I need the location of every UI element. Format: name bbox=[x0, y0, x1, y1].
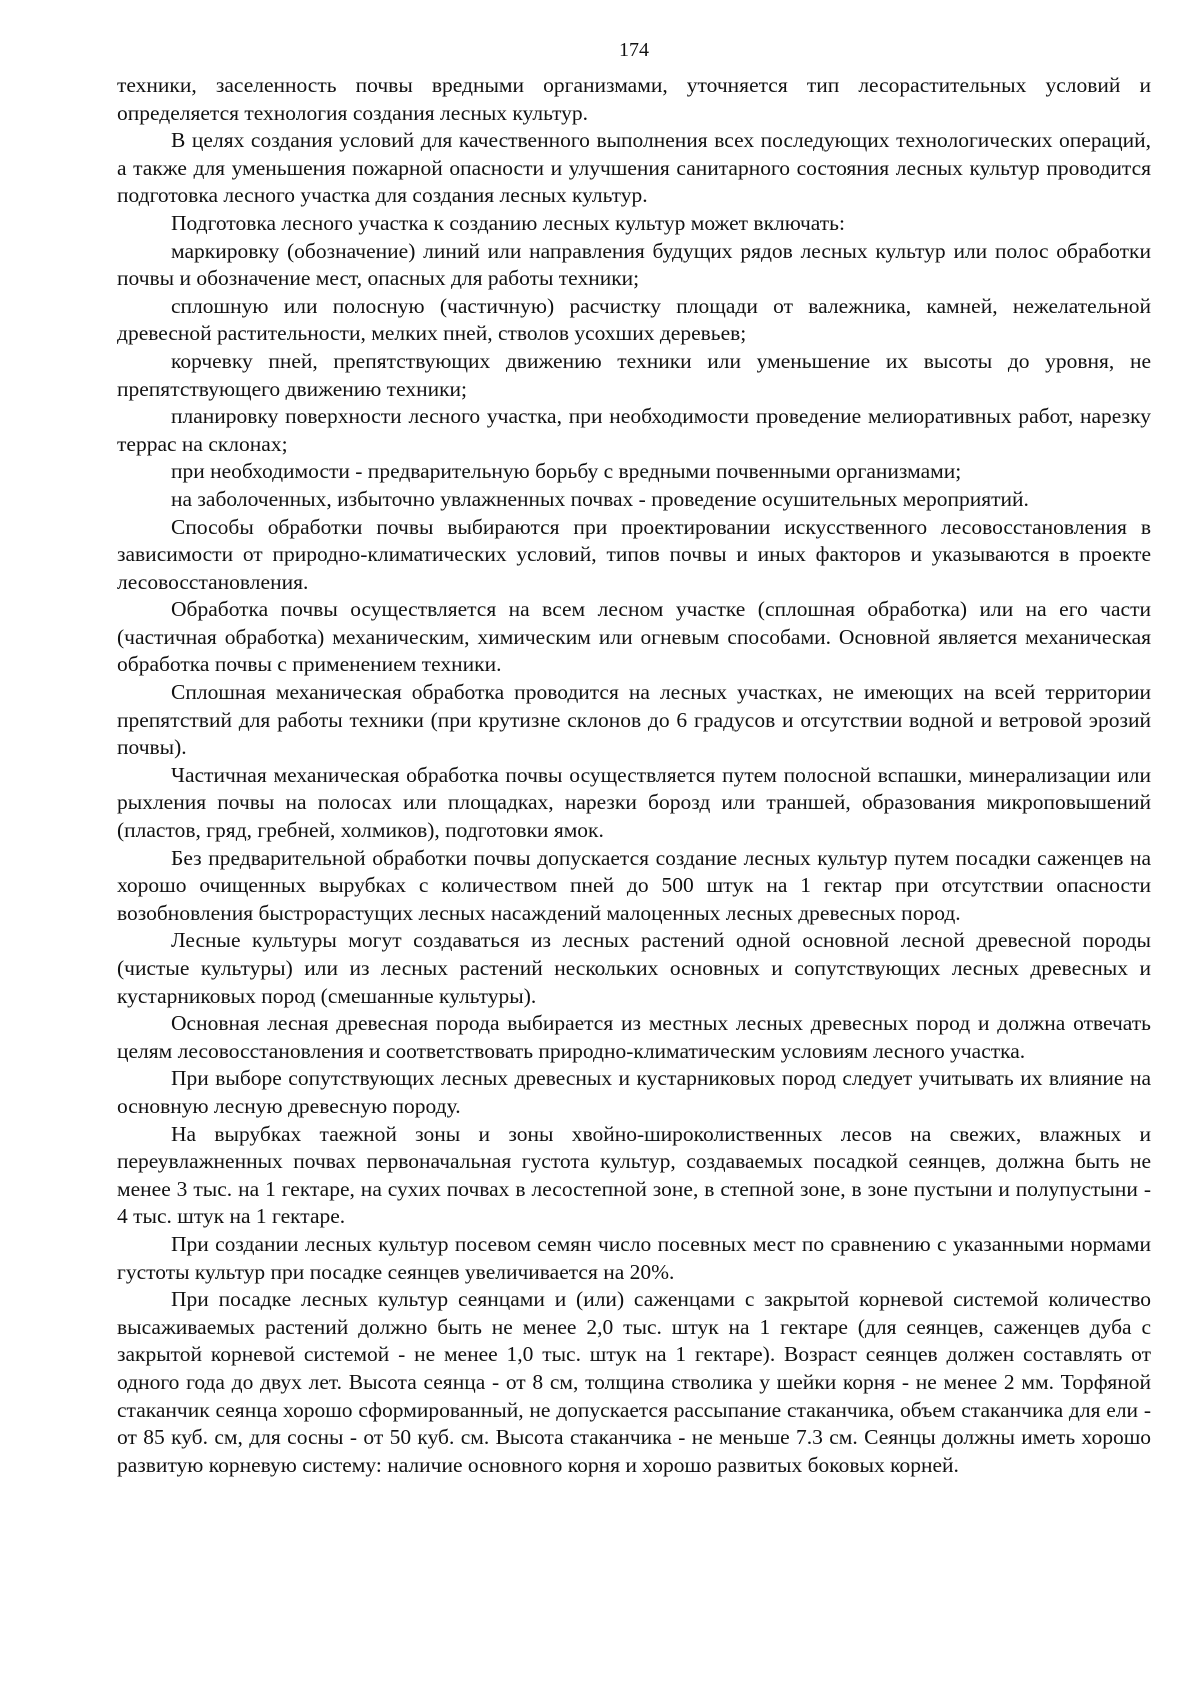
paragraph-preparation-list-intro: Подготовка лесного участка к созданию лесных культур может включать: bbox=[171, 210, 845, 235]
paragraph-soil-treatment-scope: Обработка почвы осуществляется на всем лесном участке (сплошная обработка) или на его части (частичная обработка) механическим, химическим или огневым способами. Основной является механическая обработка почвы с применением техники. bbox=[117, 597, 1151, 677]
list-item-marking: маркировку (обозначение) линий или направления будущих рядов лесных культур или полос обработки почвы и обозначение мест, опасных для работы техники; bbox=[117, 238, 1151, 291]
paragraph-culture-types: Лесные культуры могут создаваться из лесных растений одной основной лесной древесной породы (чистые культуры) или из лесных растений нескольких основных и сопутствующих лесных древесных и кустарниковых пород (смешанные культуры). bbox=[117, 928, 1151, 1008]
list-item-stump-removal: корчевку пней, препятствующих движению техники или уменьшение их высоты до уровня, не препятствующего движению техники; bbox=[117, 348, 1151, 401]
paragraph-planting-density: На вырубках таежной зоны и зоны хвойно-широколиственных лесов на свежих, влажных и переувлажненных почвах первоначальная густота культур, создаваемых посадкой сеянцев, должна быть не менее 3 тыс. на 1 гектаре, на сухих почвах в лесостепной зоне, в степной зоне, в зоне пустыни и полупустыни - 4 тыс. штук на 1 гектаре. bbox=[117, 1121, 1151, 1229]
list-item-drainage: на заболоченных, избыточно увлажненных почвах - проведение осушительных мероприятий. bbox=[171, 486, 1029, 511]
paragraph-main-species: Основная лесная древесная порода выбирается из местных лесных древесных пород и должна отвечать целям лесовосстановления и соответствовать природно-климатическим условиям лесного участка. bbox=[117, 1011, 1151, 1063]
paragraph-companion-species: При выборе сопутствующих лесных древесных и кустарниковых пород следует учитывать их влияние на основную лесную древесную породу. bbox=[117, 1066, 1151, 1118]
list-item-surface-planning: планировку поверхности лесного участка, при необходимости проведение мелиоративных работ, нарезку террас на склонах; bbox=[117, 404, 1151, 456]
paragraph-no-pretreatment: Без предварительной обработки почвы допускается создание лесных культур путем посадки саженцев на хорошо очищенных вырубках с количеством пней до 500 штук на 1 гектар при отсутствии опасности возобновления быстрорастущих лесных насаждений малоценных лесных древесных пород. bbox=[117, 845, 1151, 925]
paragraph-closed-root-seedlings: При посадке лесных культур сеянцами и (или) саженцами с закрытой корневой системой количество высаживаемых растений должно быть не менее 2,0 тыс. штук на 1 гектаре (для сеянцев, саженцев дуба с закрытой корневой системой - не менее 1,0 тыс. штук на 1 гектаре). Возраст сеянцев должен составлять от одного года до двух лет. Высота сеянца - от 8 см, толщина стволика у шейки корня - не менее 2 мм. Торфяной стаканчик сеянца хорошо сформированный, не допускается рассыпание стаканчика, объем стаканчика для ели - от 85 куб. см, для сосны - от 50 куб. см. Высота стаканчика - не меньше 7.3 см. Сеянцы должны иметь хорошо развитую корневую систему: наличие основного корня и хорошо развитых боковых корней. bbox=[117, 1287, 1151, 1477]
paragraph-seeding-density: При создании лесных культур посевом семян число посевных мест по сравнению с указанными нормами густоты культур при посадке сеянцев увеличивается на 20%. bbox=[117, 1231, 1151, 1284]
paragraph-continuous-treatment: Сплошная механическая обработка проводится на лесных участках, не имеющих на всей территории препятствий для работы техники (при крутизне склонов до 6 градусов и отсутствии водной и ветровой эрозий почвы). bbox=[117, 680, 1151, 760]
document-page bbox=[117, 38, 1151, 1479]
list-item-clearing: сплошную или полосную (частичную) расчистку площади от валежника, камней, нежелательной древесной растительности, мелких пней, стволов усохших деревьев; bbox=[117, 293, 1151, 346]
paragraph-site-preparation-purpose: В целях создания условий для качественного выполнения всех последующих технологических операций, а также для уменьшения пожарной опасности и улучшения санитарного состояния лесных культур проводится подготовка лесного участка для создания лесных культур. bbox=[117, 128, 1151, 208]
paragraph-soil-treatment-methods: Способы обработки почвы выбираются при проектировании искусственного лесовосстановления в зависимости от природно-климатических условий, типов почвы и иных факторов и указываются в проекте лесовосстановления. bbox=[117, 514, 1151, 594]
page-number: 174 bbox=[619, 39, 649, 61]
paragraph-partial-treatment: Частичная механическая обработка почвы осуществляется путем полосной вспашки, минерализации или рыхления почвы на полосах или площадках, нарезки борозд или траншей, образования микроповышений (пластов, гряд, гребней, холмиков), подготовки ямок. bbox=[117, 762, 1151, 843]
list-item-pest-control: при необходимости - предварительную борьбу с вредными почвенными организмами; bbox=[171, 459, 962, 484]
paragraph-continuation: техники, заселенность почвы вредными организмами, уточняется тип лесорастительных условий и определяется технология создания лесных культур. bbox=[117, 73, 1151, 125]
